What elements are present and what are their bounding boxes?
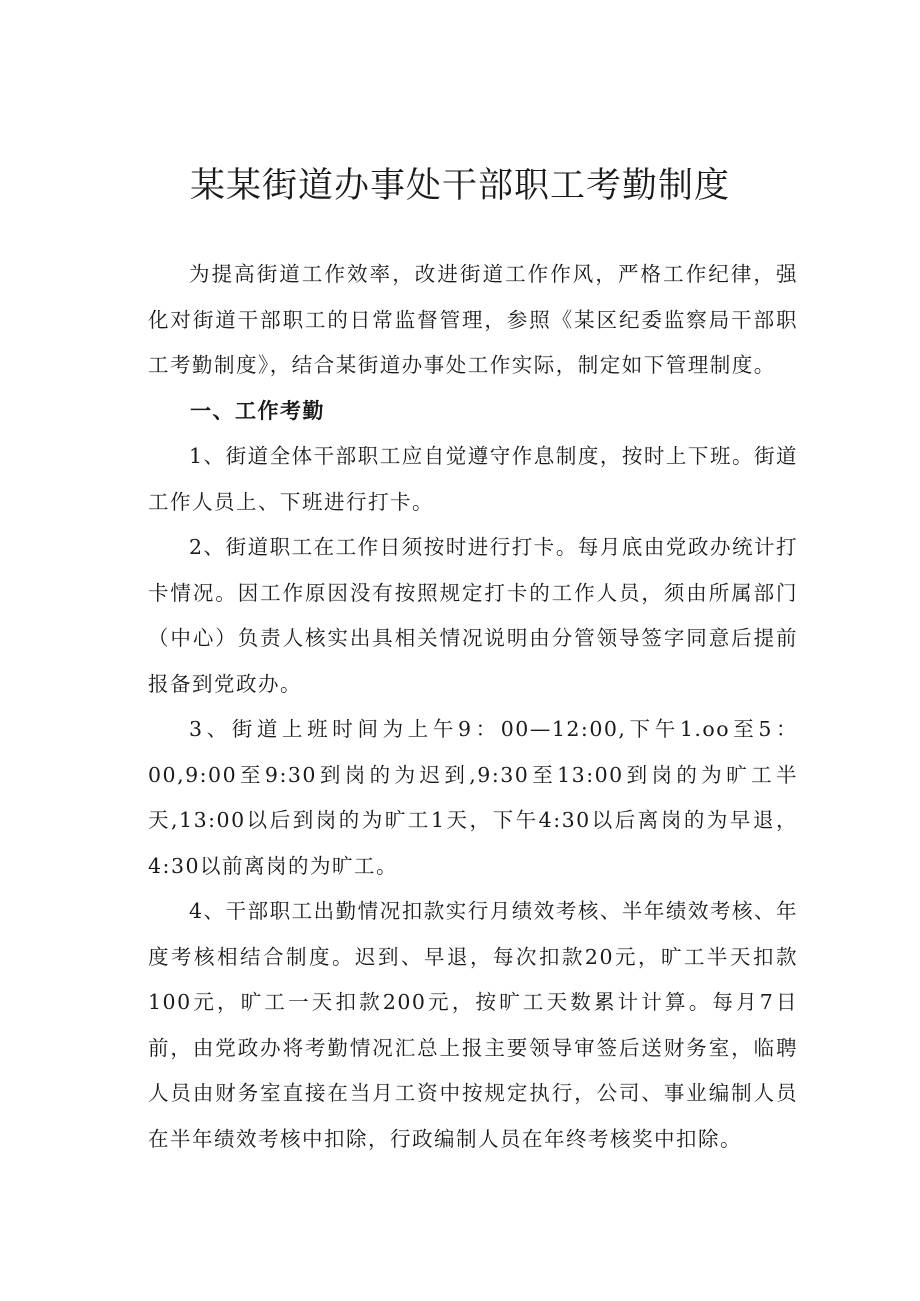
document-title: 某某街道办事处干部职工考勤制度 — [189, 166, 730, 206]
clause-paragraph-3: 3、街道上班时间为上午9：00—12:00,下午1.oo至5：00,9:00至9:30到岗的为迟到,9:30至13:00到岗的为旷工半天,13:00以后到岗的为旷工1天，下午4:30以后离岗的为早退，4:30以前离岗的为旷工。 — [148, 717, 798, 878]
clause-paragraph-2: 2、街道职工在工作日须按时进行打卡。每月底由党政办统计打卡情况。因工作原因没有按照规定打卡的工作人员，须由所属部门（中心）负责人核实出具相关情况说明由分管领导签字同意后提前报备到党政办。 — [148, 535, 798, 696]
section-heading: 一、工作考勤 — [190, 398, 325, 423]
intro-paragraph: 为提高街道工作效率，改进街道工作作风，严格工作纪律，强化对街道干部职工的日常监督管理，参照《某区纪委监察局干部职工考勤制度》，结合某街道办事处工作实际，制定如下管理制度。 — [148, 262, 798, 377]
document-body — [148, 252, 798, 1162]
clause-paragraph-4: 4、干部职工出勤情况扣款实行月绩效考核、半年绩效考核、年度考核相结合制度。迟到、早退，每次扣款20元，旷工半天扣款100元，旷工一天扣款200元，按旷工天数累计计算。每月7日前，由党政办将考勤情况汇总上报主要领导审签后送财务室，临聘人员由财务室直接在当月工资中按规定执行，公司、事业编制人员在半年绩效考核中扣除，行政编制人员在年终考核奖中扣除。 — [148, 899, 798, 1151]
clause-paragraph-1: 1、街道全体干部职工应自觉遵守作息制度，按时上下班。街道工作人员上、下班进行打卡。 — [148, 444, 798, 514]
